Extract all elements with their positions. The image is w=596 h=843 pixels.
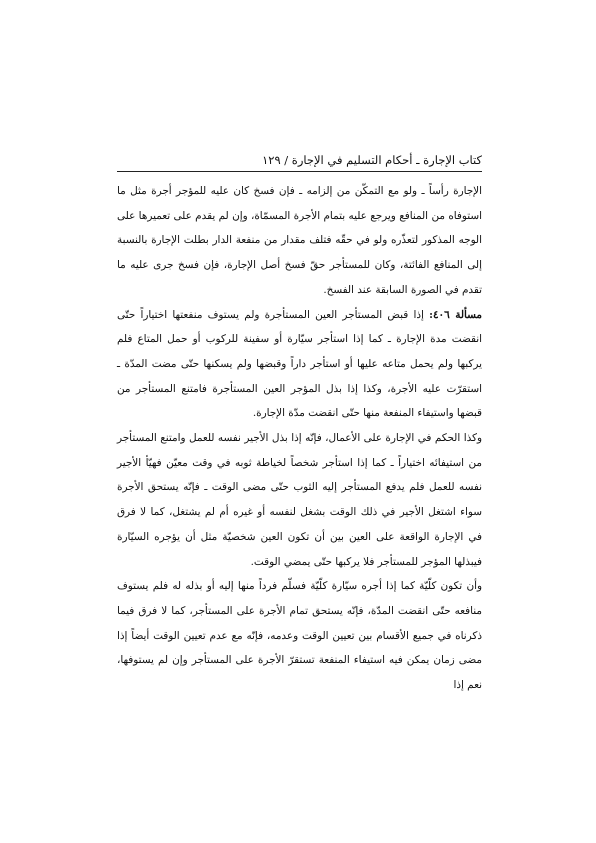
paragraph-text: إذا قبض المستأجر العين المستأجرة ولم يستوف منفعتها اختياراً حتّى انقضت مدة الإجارة ـ كما إذا استأجر سيّارة أو سفينة للركوب أو حمل المتاع فلم يركبها ولم يحمل متاعه عليها أو استأجر داراً وقبضها ولم يسكنها حتّى مضت المدّة ـ استقرّت عليه الأجرة، وكذا إذا بذل المؤجر العين المستأجرة فامتنع المستأجر من قبضها واستيفاء المنفعة منها حتّى انقضت مدّة الإجارة.	[117, 308, 482, 420]
paragraph-text: وكذا الحكم في الإجارة على الأعمال، فإنّه إذا بذل الأجير نفسه للعمل وامتنع المستأجر من استيفائه اختياراً ـ كما إذا استأجر شخصاً لخياطة ثوبه في وقت معيّن فهيّأ الأجير نفسه للعمل فلم يدفع المستأجر إليه الثوب حتّى مضى الوقت ـ فإنّه يستحق الأجرة سواء اشتغل الأجير في ذلك الوقت بشغل لنفسه أو غيره أم لم يشتغل، كما لا فرق في الإجارة الواقعة على العين بين أن تكون العين شخصيّة مثل أن يؤجره السيّارة فيبذلها المؤجر للمستأجر فلا يركبها حتّى يمضي الوقت.	[117, 432, 482, 568]
paragraph	[117, 426, 482, 574]
issue-number: مسألة ٤٠٦:	[429, 308, 482, 321]
page-body	[117, 179, 482, 698]
paragraph-issue-406	[117, 303, 482, 427]
header-rule	[117, 171, 482, 172]
paragraph-text: وأن تكون كلّيّة كما إذا أجره سيّارة كلّيّة فسلّم فرداً منها إليه أو بذله له فلم يستوف منافعه حتّى انقضت المدّة، فإنّه يستحق تمام الأجرة على المستأجر، كما لا فرق فيما ذكرناه في جميع الأقسام بين تعيين الوقت وعدمه، فإنّه مع عدم تعيين الوقت أيضاً إذا مضى زمان يمكن فيه استيفاء المنفعة تستقرّ الأجرة على المستأجر وإن لم يستوفها، نعم إذا	[117, 580, 482, 692]
paragraph	[117, 574, 482, 698]
paragraph-text: الإجارة رأساً ـ ولو مع التمكّن من إلزامه ـ فإن فسخ كان عليه للمؤجر أجرة مثل ما استوفاه من المنافع ويرجع عليه بتمام الأجرة المسمّاة، وإن لم يقدم على تعميرها على الوجه المذكور لتعذّره ولو في حقّه فتلف مقدار من منفعة الدار بطلت الإجارة بالنسبة إلى المنافع الفائتة، وكان للمستأجر حقّ فسخ أصل الإجارة، فإن فسخ جرى عليه ما تقدم في الصورة السابقة عند الفسخ.	[117, 185, 482, 296]
running-header: كتاب الإجارة ـ أحكام التسليم في الإجارة / ١٢٩	[262, 153, 482, 167]
paragraph	[117, 179, 482, 303]
